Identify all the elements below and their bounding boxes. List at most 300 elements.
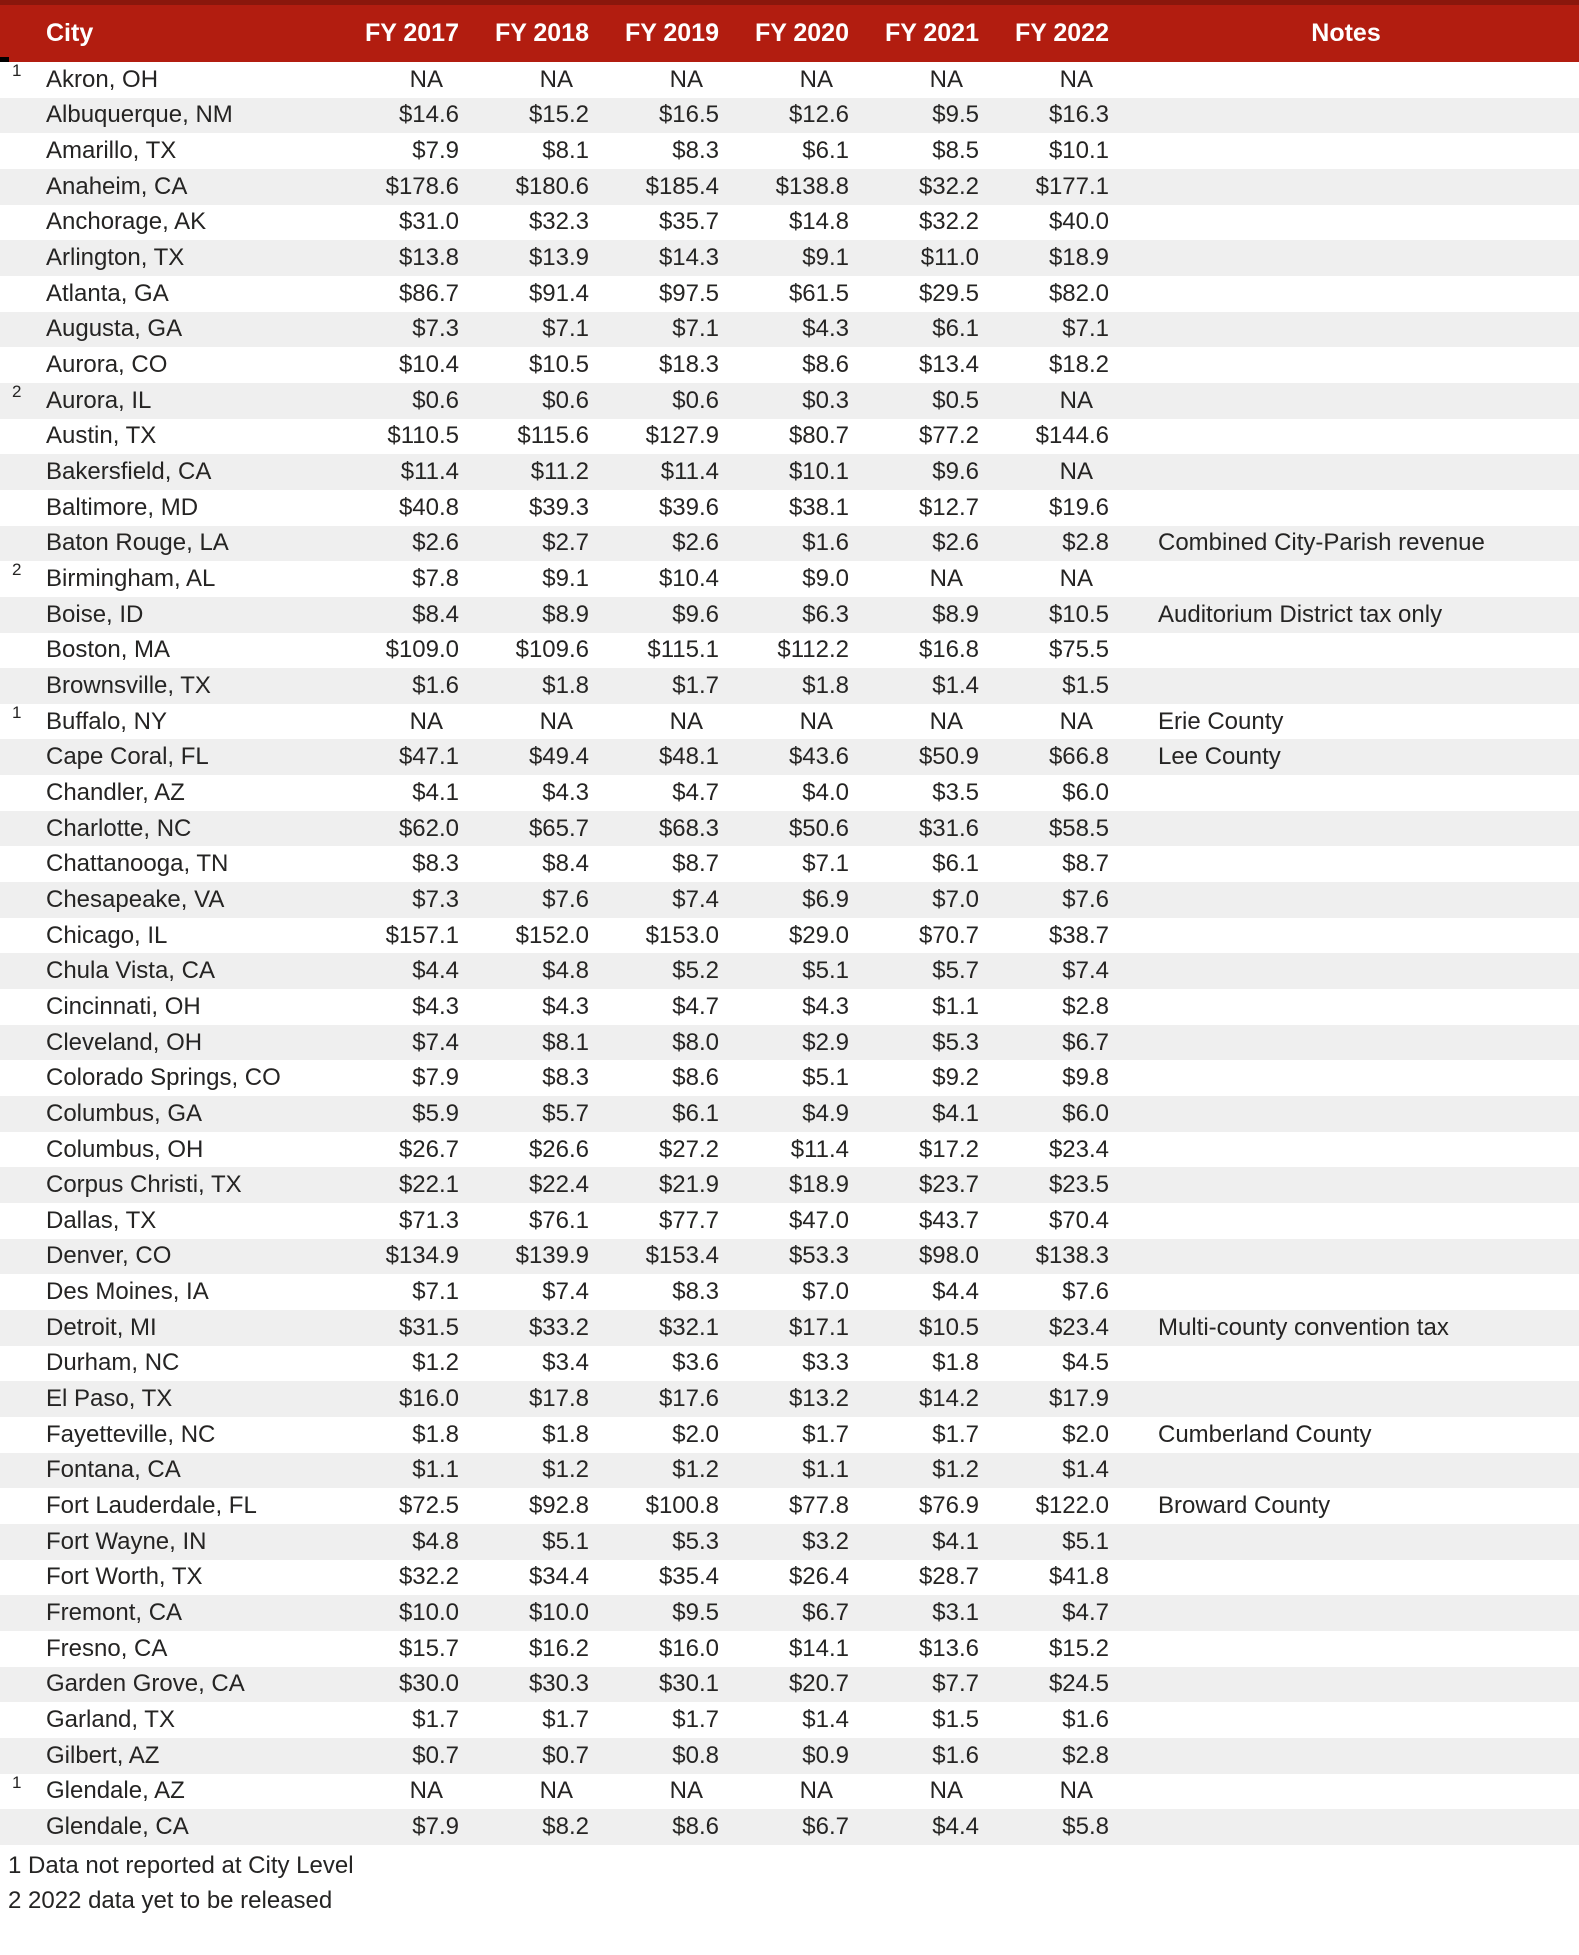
value-cell: $26.6 [528,1135,589,1163]
value-cell: $134.9 [385,1242,459,1270]
city-name: Birmingham, AL [46,565,216,593]
table-row [0,383,1579,419]
city-name: Garden Grove, CA [46,1670,245,1698]
value-cell: $8.9 [932,600,979,628]
value-cell: $32.3 [528,208,589,236]
value-cell: $58.5 [1048,814,1109,842]
value-cell: NA [799,1777,833,1805]
city-cell [0,351,333,379]
city-cell [0,208,333,236]
value-cell: $31.5 [398,1313,459,1341]
value-cell: $8.5 [932,137,979,165]
value-cell: $11.2 [530,458,589,486]
value-cell: $7.3 [412,885,459,913]
city-cell [0,315,333,343]
city-cell [0,1492,333,1520]
city-name: Albuquerque, NM [46,101,233,129]
table-row [0,526,1579,562]
table-row [0,276,1579,312]
value-cell: $14.1 [788,1634,849,1662]
value-cell: NA [929,707,963,735]
value-cell: $6.0 [1062,778,1109,806]
value-cell: $1.8 [932,1349,979,1377]
value-cell: $185.4 [645,172,719,200]
value-cell: $47.0 [788,1206,849,1234]
city-cell [0,1635,333,1663]
value-cell: NA [929,65,963,93]
city-name: Fresno, CA [46,1634,168,1662]
value-cell: $7.6 [542,885,589,913]
value-cell: $1.4 [932,671,979,699]
table-row [0,1132,1579,1168]
city-name: Columbus, OH [46,1135,204,1163]
table-row [0,704,1579,740]
value-cell: $2.8 [1062,529,1109,557]
value-cell: $0.7 [542,1741,589,1769]
column-header-fy2019: FY 2019 [624,19,719,47]
value-cell: $18.2 [1048,351,1109,379]
table-row [0,1239,1579,1275]
footnote-1: 1 Data not reported at City Level [8,1851,354,1879]
value-cell: $16.3 [1048,101,1109,129]
value-cell: NA [929,565,963,593]
value-cell: $5.3 [672,1527,719,1555]
city-name: Amarillo, TX [46,137,177,165]
city-name: Brownsville, TX [46,671,211,699]
value-cell: $26.4 [788,1563,849,1591]
value-cell: $3.2 [802,1527,849,1555]
value-cell: $9.8 [1062,1064,1109,1092]
value-cell: $26.7 [398,1135,459,1163]
table-row [0,312,1579,348]
value-cell: $39.3 [528,493,589,521]
value-cell: $115.1 [647,636,719,664]
value-cell: $16.0 [398,1385,459,1413]
value-cell: $10.0 [528,1599,589,1627]
value-cell: $100.8 [645,1492,719,1520]
value-cell: $15.2 [1048,1634,1109,1662]
value-cell: $1.8 [542,671,589,699]
value-cell: $17.1 [788,1313,849,1341]
value-cell: $8.6 [802,351,849,379]
value-cell: $18.9 [788,1171,849,1199]
city-cell [0,922,333,950]
table-body [0,62,1579,1845]
city-cell [0,850,333,878]
city-name: Corpus Christi, TX [46,1171,242,1199]
value-cell: $0.6 [672,386,719,414]
city-name: Dallas, TX [46,1206,157,1234]
value-cell: $86.7 [398,279,459,307]
value-cell: $9.5 [672,1599,719,1627]
city-cell [0,1563,333,1591]
table-row [0,739,1579,775]
value-cell: $66.8 [1048,743,1109,771]
value-cell: NA [1059,458,1093,486]
value-cell: $178.6 [385,172,459,200]
value-cell: $5.1 [542,1527,589,1555]
value-cell: $21.9 [658,1171,719,1199]
city-cell [0,1242,333,1270]
table-row [0,1595,1579,1631]
value-cell: $2.6 [932,529,979,557]
city-cell [0,1314,333,1342]
value-cell: $19.6 [1048,493,1109,521]
value-cell: $109.6 [515,636,589,664]
value-cell: $0.7 [412,1741,459,1769]
value-cell: $157.1 [385,921,459,949]
note-cell: Cumberland County [1158,1420,1372,1448]
table-row [0,775,1579,811]
value-cell: $7.4 [412,1028,459,1056]
value-cell: $127.9 [645,422,719,450]
value-cell: $10.5 [1048,600,1109,628]
value-cell: $1.7 [672,671,719,699]
note-cell: Lee County [1158,743,1281,771]
value-cell: $0.6 [412,386,459,414]
city-cell [0,1136,333,1164]
table-row [0,98,1579,134]
footnote-marker: 1 [12,702,22,722]
value-cell: $3.4 [542,1349,589,1377]
note-cell: Auditorium District tax only [1158,600,1443,628]
value-cell: $98.0 [918,1242,979,1270]
table-row [0,1346,1579,1382]
value-cell: $1.6 [802,529,849,557]
value-cell: $77.7 [658,1206,719,1234]
city-cell [0,672,333,700]
value-cell: $13.8 [398,244,459,272]
value-cell: $22.4 [528,1171,589,1199]
note-cell: Multi-county convention tax [1158,1313,1449,1341]
city-cell [0,1349,333,1377]
city-cell [0,1278,333,1306]
value-cell: $0.5 [932,386,979,414]
value-cell: $1.1 [932,992,979,1020]
city-name: Boston, MA [46,636,171,664]
value-cell: $5.9 [412,1099,459,1127]
value-cell: $7.9 [412,1812,459,1840]
value-cell: $7.1 [412,1278,459,1306]
table-row [0,989,1579,1025]
value-cell: $1.7 [412,1706,459,1734]
city-cell [0,601,333,629]
footnote-2: 2 2022 data yet to be released [8,1886,333,1914]
value-cell: $10.4 [658,565,719,593]
table-row [0,1381,1579,1417]
value-cell: $6.3 [802,600,849,628]
city-cell [0,244,333,272]
value-cell: $6.7 [1062,1028,1109,1056]
table-row [0,454,1579,490]
value-cell: $4.3 [542,778,589,806]
value-cell: $92.8 [528,1492,589,1520]
value-cell: $30.1 [658,1670,719,1698]
city-name: Fort Lauderdale, FL [46,1492,257,1520]
value-cell: $4.3 [802,315,849,343]
note-cell: Broward County [1158,1492,1331,1520]
value-cell: $6.0 [1062,1099,1109,1127]
city-cell [0,1742,333,1770]
city-cell [0,957,333,985]
table-row [0,918,1579,954]
city-name: Fort Wayne, IN [46,1527,207,1555]
city-name: Fremont, CA [46,1599,183,1627]
value-cell: $4.7 [1062,1599,1109,1627]
value-cell: NA [929,1777,963,1805]
value-cell: $0.8 [672,1741,719,1769]
value-cell: $5.1 [1062,1527,1109,1555]
value-cell: $7.7 [932,1670,979,1698]
value-cell: $115.6 [517,422,589,450]
city-name: Baton Rouge, LA [46,529,229,557]
value-cell: $6.1 [932,850,979,878]
value-cell: $1.4 [802,1706,849,1734]
value-cell: $8.6 [672,1812,719,1840]
value-cell: $47.1 [398,743,459,771]
city-name: Colorado Springs, CO [46,1064,281,1092]
value-cell: $8.4 [542,850,589,878]
city-cell [0,636,333,664]
value-cell: $7.1 [1062,315,1109,343]
value-cell: $32.2 [398,1563,459,1591]
table-row [0,240,1579,276]
value-cell: $9.1 [542,565,589,593]
value-cell: $1.2 [672,1456,719,1484]
city-cell [0,422,333,450]
value-cell: NA [539,1777,573,1805]
city-cell [0,815,333,843]
value-cell: $77.2 [918,422,979,450]
table-row [0,1025,1579,1061]
city-cell [0,702,333,736]
column-header-fy2021: FY 2021 [884,19,979,47]
value-cell: $122.0 [1035,1492,1109,1520]
city-name: Boise, ID [46,600,144,628]
city-cell [0,1813,333,1841]
table-row [0,1167,1579,1203]
value-cell: $4.3 [412,992,459,1020]
value-cell: $62.0 [398,814,459,842]
value-cell: $16.2 [528,1634,589,1662]
value-cell: $11.0 [920,244,979,272]
value-cell: $13.2 [788,1385,849,1413]
city-name: El Paso, TX [46,1385,173,1413]
value-cell: $12.7 [918,493,979,521]
value-cell: $1.7 [802,1420,849,1448]
value-cell: $2.8 [1062,1741,1109,1769]
table-row [0,1488,1579,1524]
value-cell: $4.1 [932,1527,979,1555]
value-cell: $4.1 [412,778,459,806]
value-cell: NA [669,65,703,93]
table-row [0,1417,1579,1453]
city-name: Augusta, GA [46,315,183,343]
value-cell: NA [669,1777,703,1805]
value-cell: $38.1 [788,493,849,521]
city-cell [0,993,333,1021]
value-cell: $2.7 [542,529,589,557]
value-cell: $144.6 [1035,422,1109,450]
value-cell: $14.3 [658,244,719,272]
city-name: Akron, OH [46,65,159,93]
city-cell [0,1029,333,1057]
column-header-fy2020: FY 2020 [754,19,849,47]
value-cell: $7.9 [412,1064,459,1092]
footnote-marker: 2 [12,560,22,580]
city-name: Aurora, IL [46,386,152,414]
table-row [0,1809,1579,1845]
value-cell: $6.1 [802,137,849,165]
value-cell: $76.1 [528,1206,589,1234]
value-cell: $10.5 [528,351,589,379]
value-cell: $17.6 [658,1385,719,1413]
value-cell: $4.4 [932,1278,979,1306]
value-cell: $97.5 [658,279,719,307]
city-name: Aurora, CO [46,351,168,379]
footnote-marker: 1 [12,61,22,80]
table-row [0,62,1579,98]
value-cell: $77.8 [788,1492,849,1520]
value-cell: $14.2 [918,1385,979,1413]
value-cell: $43.6 [788,743,849,771]
value-cell: $4.3 [802,992,849,1020]
value-cell: $9.1 [802,244,849,272]
city-cell [0,61,333,94]
value-cell: $138.8 [775,172,849,200]
value-cell: $40.0 [1048,208,1109,236]
value-cell: $4.8 [542,957,589,985]
value-cell: $50.6 [788,814,849,842]
city-name: Chesapeake, VA [46,885,225,913]
value-cell: $13.4 [918,351,979,379]
value-cell: $10.0 [398,1599,459,1627]
value-cell: $50.9 [918,743,979,771]
table-row [0,1667,1579,1703]
city-cell [0,779,333,807]
value-cell: $112.2 [777,636,849,664]
table-row [0,1774,1579,1810]
value-cell: $109.0 [385,636,459,664]
value-cell: $43.7 [918,1206,979,1234]
value-cell: $5.7 [932,957,979,985]
value-cell: $1.8 [412,1420,459,1448]
value-cell: $49.4 [528,743,589,771]
city-cell [0,1528,333,1556]
value-cell: NA [799,65,833,93]
value-cell: $29.0 [788,921,849,949]
value-cell: $30.0 [398,1670,459,1698]
value-cell: $10.5 [918,1313,979,1341]
value-cell: $1.6 [1062,1706,1109,1734]
value-cell: $8.6 [672,1064,719,1092]
value-cell: $31.0 [398,208,459,236]
value-cell: $15.2 [528,101,589,129]
value-cell: NA [1059,1777,1093,1805]
value-cell: $8.7 [672,850,719,878]
city-cell [0,101,333,129]
value-cell: $28.7 [918,1563,979,1591]
value-cell: $31.6 [918,814,979,842]
value-cell: $1.7 [932,1420,979,1448]
city-cell [0,1456,333,1484]
value-cell: $72.5 [398,1492,459,1520]
value-cell: $35.4 [658,1563,719,1591]
city-name: Cleveland, OH [46,1028,203,1056]
value-cell: $8.1 [542,1028,589,1056]
city-cell [0,1100,333,1128]
table-row [0,1060,1579,1096]
value-cell: $15.7 [398,1634,459,1662]
value-cell: NA [1059,707,1093,735]
city-name: Anaheim, CA [46,172,188,200]
table-row [0,561,1579,597]
value-cell: $2.9 [802,1028,849,1056]
table-row [0,1203,1579,1239]
city-name: Des Moines, IA [46,1278,209,1306]
value-cell: $8.4 [412,600,459,628]
value-cell: $4.8 [412,1527,459,1555]
value-cell: $5.3 [932,1028,979,1056]
value-cell: $29.5 [918,279,979,307]
value-cell: $5.1 [802,1064,849,1092]
value-cell: $10.4 [398,351,459,379]
value-cell: $70.4 [1048,1206,1109,1234]
value-cell: $14.8 [788,208,849,236]
value-cell: $1.2 [412,1349,459,1377]
value-cell: $53.3 [788,1242,849,1270]
city-name: Fort Worth, TX [46,1563,203,1591]
value-cell: $34.4 [528,1563,589,1591]
value-cell: $23.5 [1048,1171,1109,1199]
value-cell: $7.6 [1062,1278,1109,1306]
value-cell: $1.7 [672,1706,719,1734]
value-cell: $40.8 [398,493,459,521]
city-cell [0,280,333,308]
value-cell: $1.6 [412,671,459,699]
value-cell: $75.5 [1048,636,1109,664]
value-cell: $23.4 [1048,1135,1109,1163]
city-name: Durham, NC [46,1349,180,1377]
city-cell [0,1421,333,1449]
value-cell: $8.3 [542,1064,589,1092]
city-cell [0,1670,333,1698]
value-cell: $139.9 [515,1242,589,1270]
column-header-fy2017: FY 2017 [364,19,459,47]
value-cell: $7.1 [542,315,589,343]
column-header-city: City [46,19,94,47]
value-cell: $6.7 [802,1599,849,1627]
value-cell: $4.1 [932,1099,979,1127]
value-cell: $177.1 [1035,172,1109,200]
value-cell: $7.4 [542,1278,589,1306]
value-cell: NA [409,707,443,735]
city-name: Fayetteville, NC [46,1420,216,1448]
value-cell: NA [1059,65,1093,93]
table-row [0,1524,1579,1560]
value-cell: $2.6 [412,529,459,557]
city-name: Fontana, CA [46,1456,181,1484]
value-cell: $7.3 [412,315,459,343]
city-cell [0,1772,333,1805]
table-row [0,1310,1579,1346]
value-cell: $48.1 [658,743,719,771]
value-cell: $17.2 [918,1135,979,1163]
value-cell: $3.3 [802,1349,849,1377]
city-name: Gilbert, AZ [46,1741,160,1769]
value-cell: NA [1059,565,1093,593]
header-corner-tick [0,57,9,62]
